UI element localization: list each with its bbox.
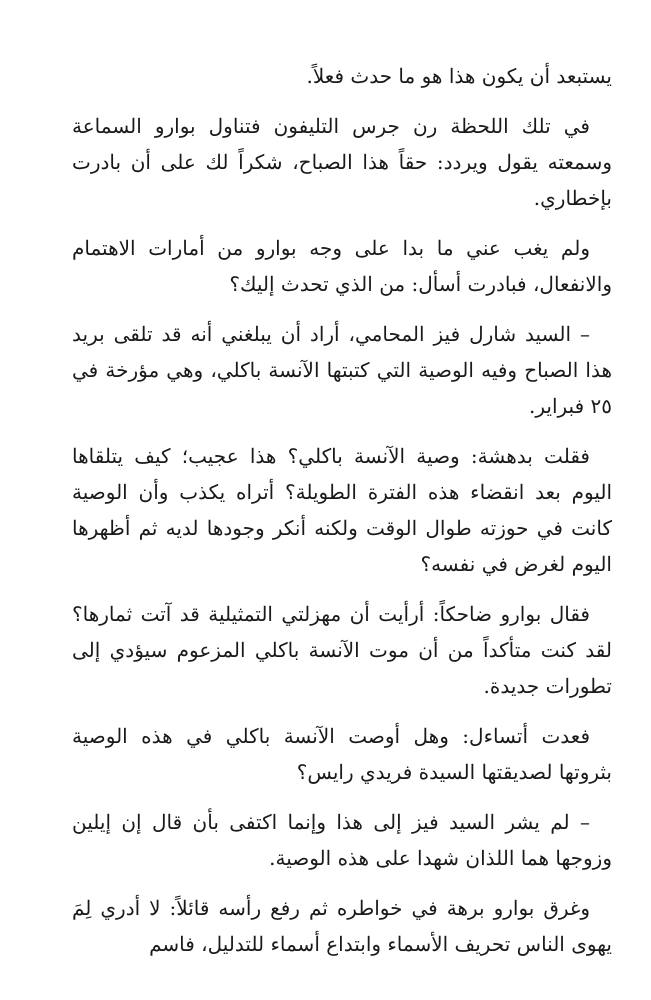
- book-page: [72, 58, 612, 976]
- paragraph: يستبعد أن يكون هذا هو ما حدث فعلاً.: [306, 64, 612, 88]
- paragraph: في تلك اللحظة رن جرس التليفون فتناول بوارو السماعة وسمعته يقول ويردد: حقاً هذا الصباح، شكراً لك على أن بادرت بإخطاري.: [72, 114, 612, 210]
- paragraph: ولم يغب عني ما بدا على وجه بوارو من أمارات الاهتمام والانفعال، فبادرت أسأل: من الذي تحدث إليك؟: [72, 236, 612, 296]
- paragraph: فقال بوارو ضاحكاً: أرأيت أن مهزلتي التمثيلية قد آتت ثمارها؟ لقد كنت متأكداً من أن موت الآنسة باكلي المزعوم سيؤدي إلى تطورات جديدة.: [72, 602, 612, 698]
- paragraph: – السيد شارل فيز المحامي، أراد أن يبلغني أنه قد تلقى بريد هذا الصباح وفيه الوصية التي كتبتها الآنسة باكلي، وهي مؤرخة في ٢٥ فبراير.: [72, 322, 612, 418]
- paragraph: فعدت أتساءل: وهل أوصت الآنسة باكلي في هذه الوصية بثروتها لصديقتها السيدة فريدي رايس؟: [72, 724, 612, 784]
- paragraph: وغرق بوارو برهة في خواطره ثم رفع رأسه قائلاً: لا أدري لِمَ يهوى الناس تحريف الأسماء وابتداع أسماء للتدليل، فاسم: [72, 896, 612, 956]
- paragraph: – لم يشر السيد فيز إلى هذا وإنما اكتفى بأن قال إن إيلين وزوجها هما اللذان شهدا على هذه الوصية.: [72, 810, 612, 870]
- paragraph: فقلت بدهشة: وصية الآنسة باكلي؟ هذا عجيب؛ كيف يتلقاها اليوم بعد انقضاء هذه الفترة الطويلة؟ أتراه يكذب وأن الوصية كانت في حوزته طوال الوقت ولكنه أنكر وجودها لديه ثم أظهرها اليوم لغرض في نفسه؟: [72, 444, 612, 576]
